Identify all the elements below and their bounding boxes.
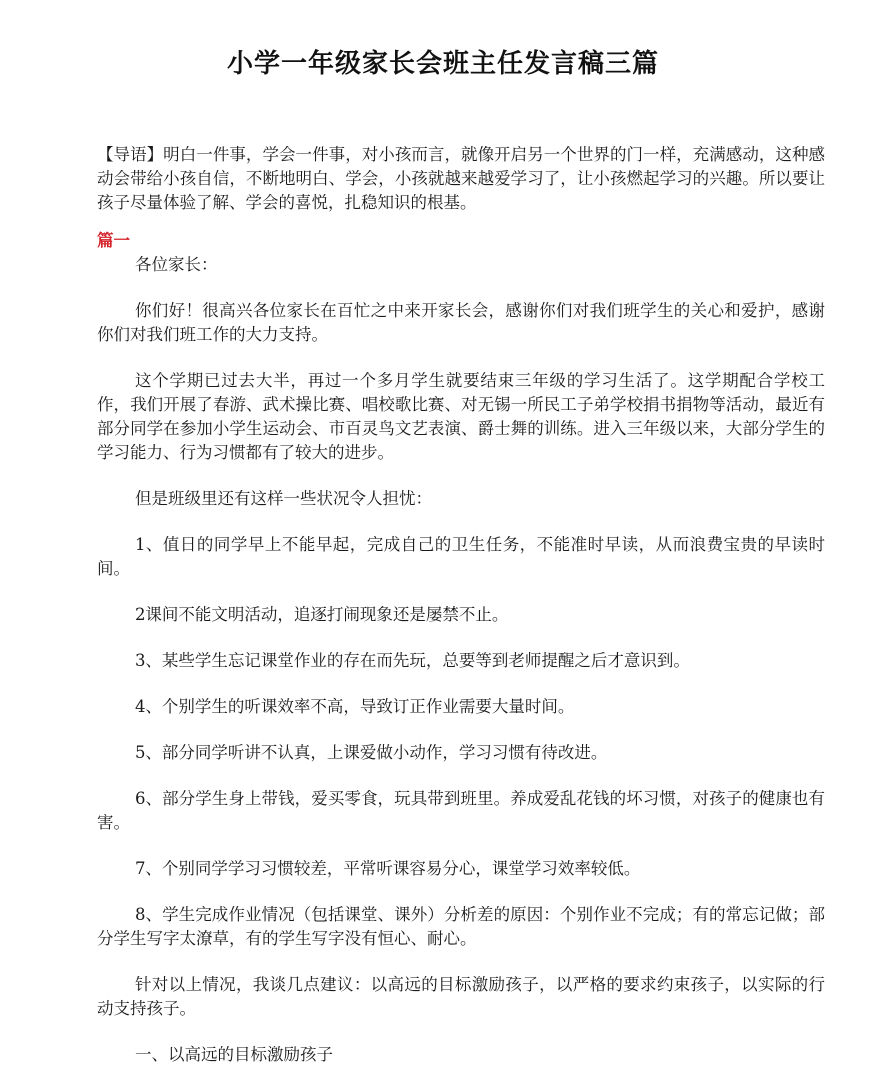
list-item: 5、部分同学听讲不认真，上课爱做小动作，学习习惯有待改进。 (134, 743, 608, 762)
document-body (97, 143, 825, 1067)
section-heading: 篇一 (97, 231, 130, 250)
paragraph: 但是班级里还有这样一些状况令人担忧： (134, 489, 432, 508)
list-item: 2课间不能文明活动，追逐打闹现象还是屡禁不止。 (134, 605, 509, 624)
intro-paragraph: 【导语】明白一件事，学会一件事，对小孩而言，就像开启另一个世界的门一样，充满感动，这种感动会带给小孩自信，不断地明白、学会，小孩就越来越爱学习了，让小孩燃起学习的兴趣。所以要让孩子尽量体验了解、学会的喜悦，扎稳知识的根基。 (97, 145, 825, 212)
list-item: 4、个别学生的听课效率不高，导致订正作业需要大量时间。 (134, 697, 575, 716)
paragraph: 针对以上情况，我谈几点建议：以高远的目标激励孩子，以严格的要求约束孩子，以实际的行动支持孩子。 (97, 975, 825, 1018)
paragraph: 你们好！很高兴各位家长在百忙之中来开家长会，感谢你们对我们班学生的关心和爱护，感谢你们对我们班工作的大力支持。 (97, 301, 825, 344)
paragraph: 这个学期已过去大半，再过一个多月学生就要结束三年级的学习生活了。这学期配合学校工作，我们开展了春游、武术操比赛、唱校歌比赛、对无锡一所民工子弟学校捐书捐物等活动，最近有部分同学在参加小学生运动会、市百灵鸟文艺表演、爵士舞的训练。进入三年级以来，大部分学生的学习能力、行为习惯都有了较大的进步。 (97, 371, 825, 462)
list-item: 1、值日的同学早上不能早起，完成自己的卫生任务，不能准时早读，从而浪费宝贵的早读时间。 (97, 535, 825, 578)
list-item: 3、某些学生忘记课堂作业的存在而先玩，总要等到老师提醒之后才意识到。 (134, 651, 690, 670)
document-title: 小学一年级家长会班主任发言稿三篇 (226, 49, 659, 79)
paragraph-greeting: 各位家长： (134, 255, 218, 274)
list-item: 7、个别同学学习习惯较差，平常听课容易分心，课堂学习效率较低。 (134, 859, 641, 878)
list-item: 8、学生完成作业情况（包括课堂、课外）分析差的原因：个别作业不完成；有的常忘记做；部分学生写字太潦草，有的学生写字没有恒心、耐心。 (97, 905, 825, 948)
list-item: 6、部分学生身上带钱，爱买零食，玩具带到班里。养成爱乱花钱的坏习惯，对孩子的健康也有害。 (97, 789, 825, 832)
subheading: 一、以高远的目标激励孩子 (134, 1045, 333, 1064)
